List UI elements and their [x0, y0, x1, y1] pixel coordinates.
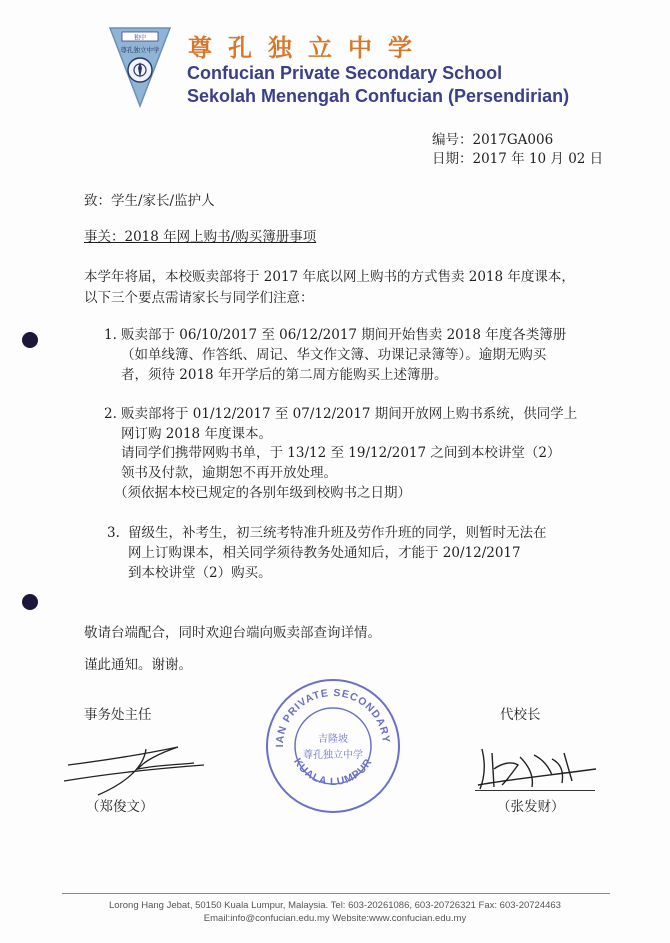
school-stamp: [263, 676, 403, 816]
item-1-line: 者，须待 2018 年开学后的第二周方能购买上述簿册。: [121, 367, 448, 383]
footer-address: Lorong Hang Jebat, 50150 Kuala Lumpur, Malaysia. Tel: 603-20261086, 603-20726321 Fax: 603-20724463: [109, 900, 561, 911]
item-3-line: 留级生，补考生，初三统考特准升班及劳作升班的同学，则暂时无法在: [128, 525, 547, 541]
item-2-line: （须依据本校已规定的各别年级到校购书之日期）: [114, 485, 411, 501]
item-2-line: 网订购 2018 年度课本。: [121, 426, 272, 442]
school-logo: [108, 26, 172, 108]
school-name-zh: 尊孔独立中学: [188, 33, 428, 62]
item-2-line: 领书及付款，逾期恕不再开放处理。: [121, 465, 337, 481]
item-2-number: 2.: [104, 406, 117, 422]
intro-line-1: 本学年将届，本校贩卖部将于 2017 年底以网上购书的方式售卖 2018 年度课本，: [84, 269, 575, 285]
left-signatory-name: （郑俊文）: [86, 799, 154, 815]
intro-line-2: 以下三个要点需请家长与同学们注意：: [84, 290, 314, 306]
punch-hole: [22, 332, 38, 348]
closing-line-2: 谨此通知。谢谢。: [84, 657, 192, 673]
closing-line-1: 敬请台端配合，同时欢迎台端向贩卖部查询详情。: [84, 625, 381, 641]
right-signatory-title: 代校长: [500, 707, 541, 723]
right-signature: [472, 735, 602, 797]
addressee: 致：学生/家长/监护人: [84, 193, 215, 209]
reference-number: 编号：2017GA006: [432, 132, 554, 148]
stamp-inner-city: 吉隆坡: [318, 734, 348, 745]
footer-contact: Email:info@confucian.edu.my Website:www.confucian.edu.my: [203, 913, 467, 924]
item-2-line: 请同学们携带网购书单，于 13/12 至 19/12/2017 之间到本校讲堂（2）: [121, 445, 561, 461]
school-name-ms: Sekolah Menengah Confucian (Persendirian): [187, 86, 570, 106]
subject-line: 事关：2018 年网上购书/购买簿册事项: [84, 229, 317, 245]
item-1-line: 贩卖部于 06/10/2017 至 06/12/2017 期间开始售卖 2018 年度各类簿册: [121, 327, 567, 343]
stamp-top-text: IAN PRIVATE SECONDARY: [273, 686, 393, 748]
item-2-line: 贩卖部将于 01/12/2017 至 07/12/2017 期间开放网上购书系统，供同学上: [121, 406, 578, 422]
left-signature: [60, 735, 210, 805]
stamp-inner-school: 尊孔独立中学: [303, 750, 363, 761]
letter-date: 日期：2017 年 10 月 02 日: [432, 151, 604, 167]
item-3-line: 到本校讲堂（2）购买。: [128, 565, 272, 581]
footer-divider: [62, 893, 610, 894]
item-3-number: 3.: [107, 525, 120, 541]
logo-text-mid: 尊孔独立中学: [120, 46, 160, 54]
punch-hole: [22, 594, 38, 610]
logo-text-top: 独中: [133, 34, 147, 42]
item-1-line: （如单线簿、作答纸、周记、华文作文簿、功课记录簿等）。逾期无购买: [121, 347, 547, 363]
item-3-line: 网上订购课本，相关同学须待教务处通知后，才能于 20/12/2017: [128, 545, 521, 561]
right-signatory-name: （张发财）: [497, 799, 565, 815]
school-name-en: Confucian Private Secondary School: [187, 63, 503, 83]
right-signature-line: [475, 790, 595, 791]
item-1-number: 1.: [104, 327, 117, 343]
left-signatory-title: 事务处主任: [84, 707, 152, 723]
stamp-bottom-text: KUALA LUMPUR: [291, 756, 375, 788]
